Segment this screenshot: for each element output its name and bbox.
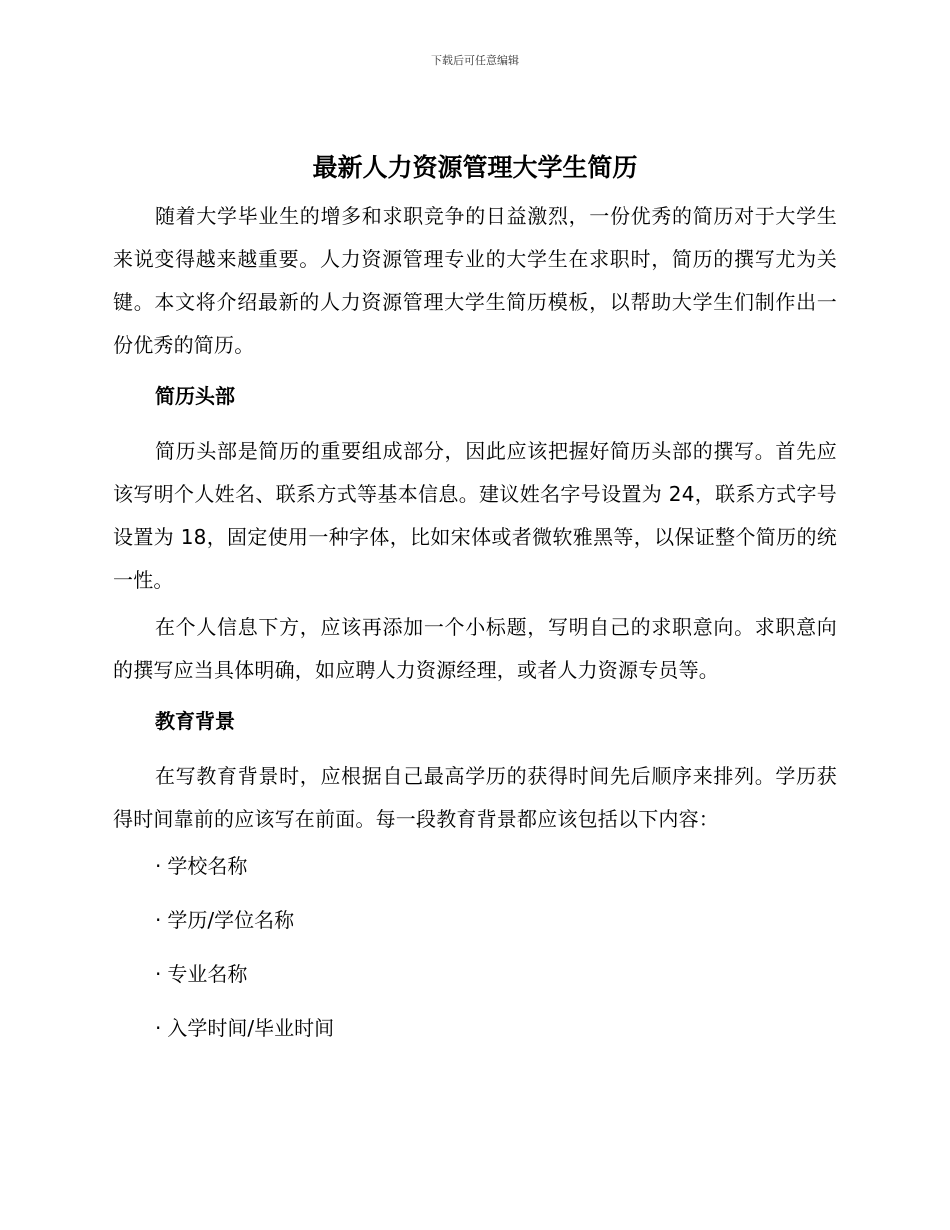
document-body [113,195,837,1061]
resume-header-paragraph-1: 简历头部是简历的重要组成部分，因此应该把握好简历头部的撰写。首先应该写明个人姓名、联系方式等基本信息。建议姓名字号设置为 24，联系方式字号设置为 18，固定使用一种字体，比如宋体或者微软雅黑等，以保证整个简历的统一性。 [113,439,837,592]
bullet-icon: · [155,962,162,986]
page-header: 下载后可任意编辑 [431,54,519,67]
section-heading-resume-header: 简历头部 [155,384,235,408]
bullet-icon: · [155,1016,162,1040]
list-item [113,1007,837,1050]
list-item-text: 专业名称 [167,962,248,986]
intro-paragraph: 随着大学毕业生的增多和求职竞争的日益激烈，一份优秀的简历对于大学生来说变得越来越重要。人力资源管理专业的大学生在求职时，简历的撰写尤为关键。本文将介绍最新的人力资源管理大学生简历模板，以帮助大学生们制作出一份优秀的简历。 [113,204,837,357]
resume-header-paragraph-2: 在个人信息下方，应该再添加一个小标题，写明自己的求职意向。求职意向的撰写应当具体明确，如应聘人力资源经理，或者人力资源专员等。 [113,615,837,682]
bullet-icon: · [155,854,162,878]
list-item-text: 学历/学位名称 [167,908,295,932]
section-heading-education: 教育背景 [155,709,235,733]
education-items-list [113,845,837,1050]
document-title: 最新人力资源管理大学生简历 [312,153,638,182]
list-item-text: 入学时间/毕业时间 [167,1016,335,1040]
list-item-text: 学校名称 [167,854,248,878]
education-paragraph-1: 在写教育背景时，应根据自己最高学历的获得时间先后顺序来排列。学历获得时间靠前的应该写在前面。每一段教育背景都应该包括以下内容： [113,764,837,831]
bullet-icon: · [155,908,162,932]
list-item [113,845,837,888]
list-item [113,899,837,942]
list-item [113,953,837,996]
